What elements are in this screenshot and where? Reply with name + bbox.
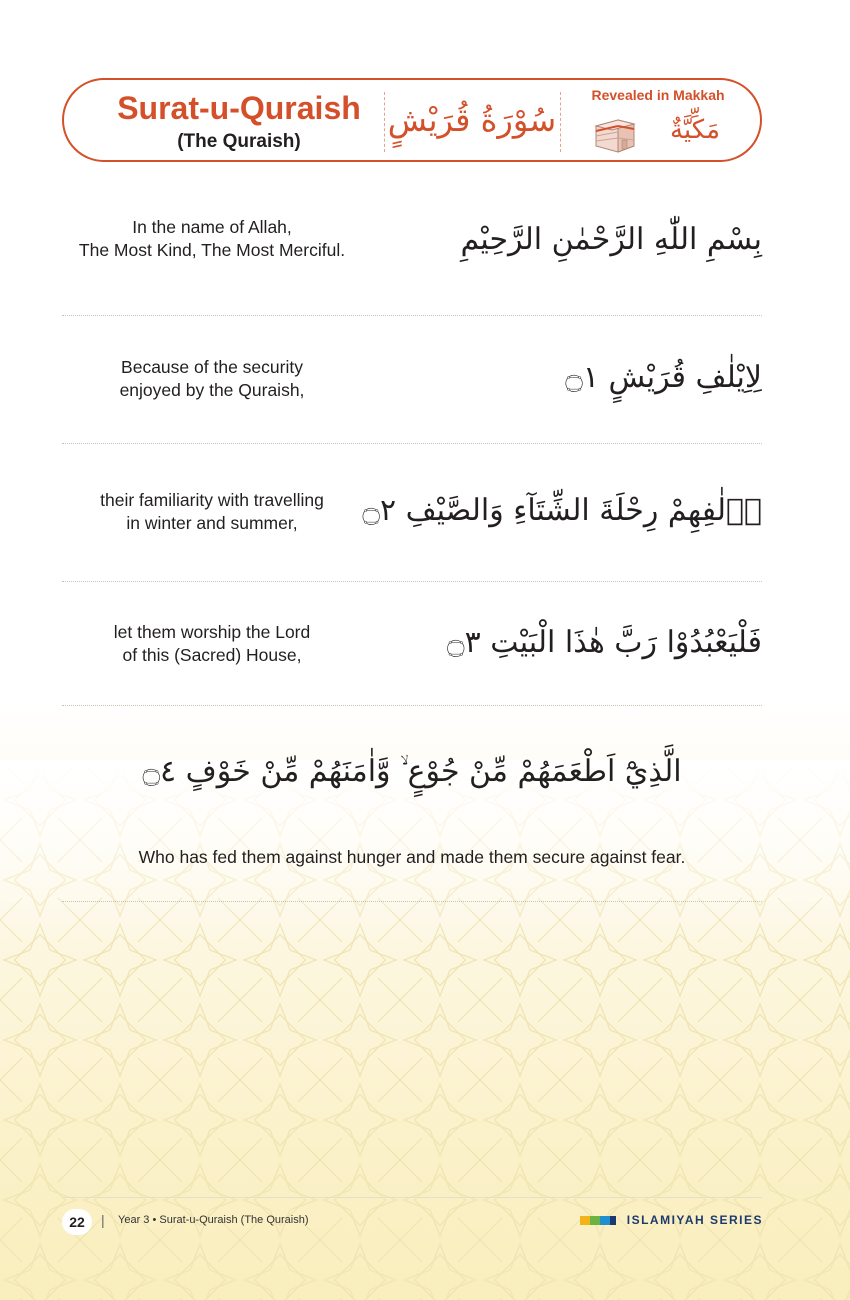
series-bar-navy bbox=[610, 1216, 616, 1225]
footer-rule bbox=[62, 1197, 762, 1198]
translation-line: In the name of Allah, bbox=[132, 217, 292, 237]
verse-arabic: اٖلٰفِهِمْ رِحْلَةَ الشِّتَآءِ وَالصَّيْفِ ۝٢ bbox=[362, 493, 762, 528]
verse-translation bbox=[62, 489, 362, 535]
header-divider bbox=[384, 92, 385, 152]
verse-divider bbox=[62, 443, 762, 444]
series-bar-blue bbox=[600, 1216, 610, 1225]
kaaba-icon bbox=[592, 110, 638, 154]
translation-line: their familiarity with travelling bbox=[100, 490, 324, 510]
verse-translation: Who has fed them against hunger and made them secure against fear. bbox=[138, 847, 686, 867]
translation-line: enjoyed by the Quraish, bbox=[119, 380, 305, 400]
verse-arabic: بِسْمِ اللّٰهِ الرَّحْمٰنِ الرَّحِيْمِ bbox=[460, 222, 762, 257]
verse-divider bbox=[62, 581, 762, 582]
series-bar-green bbox=[590, 1216, 600, 1225]
verse-divider bbox=[62, 901, 762, 902]
page-number: 22 bbox=[62, 1209, 92, 1235]
verse-translation bbox=[62, 356, 362, 402]
verse-translation bbox=[62, 621, 362, 667]
verse-arabic: لِاِيْلٰفِ قُرَيْشٍ ۝١ bbox=[565, 360, 762, 395]
footer-chapter-info: Year 3 • Surat-u-Quraish (The Quraish) bbox=[118, 1214, 309, 1226]
translation-line: The Most Kind, The Most Merciful. bbox=[78, 240, 346, 260]
chapter-title: Surat-u-Quraish bbox=[117, 90, 361, 126]
verse-arabic: الَّذِيْٓ اَطْعَمَهُمْ مِّنْ جُوْعٍ ۙ وَّاٰمَنَهُمْ مِّنْ خَوْفٍ ۝٤ bbox=[142, 754, 682, 789]
chapter-header-banner bbox=[62, 78, 762, 162]
chapter-subtitle: (The Quraish) bbox=[177, 131, 301, 152]
chapter-title-arabic: سُوْرَةُ قُرَيْشٍ bbox=[387, 101, 557, 139]
series-name: ISLAMIYAH SERIES bbox=[626, 1213, 763, 1227]
series-bar-yellow bbox=[580, 1216, 590, 1225]
verse-translation bbox=[62, 216, 362, 262]
revelation-arabic: مَكِّيَّةٌ bbox=[669, 115, 721, 145]
revelation-label: Revealed in Makkah bbox=[591, 87, 725, 103]
translation-line: let them worship the Lord bbox=[113, 622, 311, 642]
translation-line: of this (Sacred) House, bbox=[122, 645, 302, 665]
verse-divider bbox=[62, 705, 762, 706]
footer-separator: | bbox=[101, 1212, 105, 1228]
translation-line: Because of the security bbox=[121, 357, 303, 377]
verse-arabic: فَلْيَعْبُدُوْا رَبَّ هٰذَا الْبَيْتِ ۝٣ bbox=[447, 625, 762, 660]
verse-divider bbox=[62, 315, 762, 316]
translation-line: in winter and summer, bbox=[126, 513, 298, 533]
header-divider bbox=[560, 92, 561, 152]
